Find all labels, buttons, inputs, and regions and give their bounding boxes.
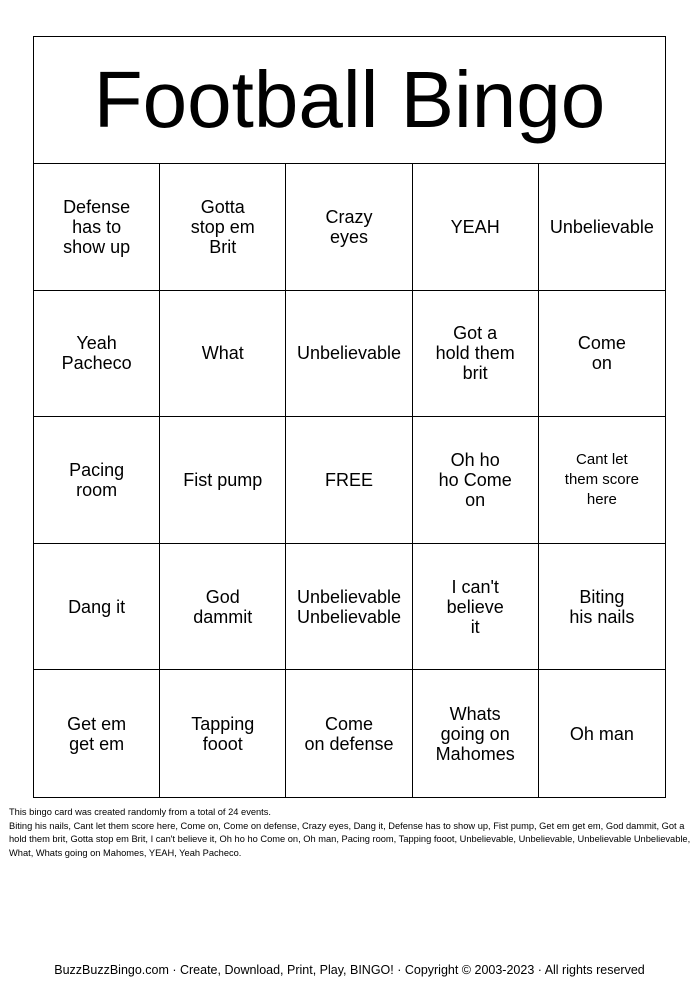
bingo-cell: Cant let them score here bbox=[539, 417, 665, 544]
bingo-cell: Got a hold them brit bbox=[413, 291, 539, 418]
bingo-cell: Oh ho ho Come on bbox=[413, 417, 539, 544]
bingo-cell: Get em get em bbox=[34, 670, 160, 797]
free-space-cell: FREE bbox=[286, 417, 412, 544]
bingo-cell: YEAH bbox=[413, 164, 539, 291]
note-intro: This bingo card was created randomly from a total of 24 events. bbox=[9, 807, 271, 817]
footer-copyright: BuzzBuzzBingo.com · Create, Download, Print, Play, BINGO! · Copyright © 2003-2023 · All rights reserved bbox=[54, 963, 645, 977]
bingo-cell: Gotta stop em Brit bbox=[160, 164, 286, 291]
bingo-cell: Dang it bbox=[34, 544, 160, 671]
bingo-cell: Yeah Pacheco bbox=[34, 291, 160, 418]
bingo-grid bbox=[34, 164, 665, 797]
bingo-cell: Crazy eyes bbox=[286, 164, 412, 291]
bingo-cell: Whats going on Mahomes bbox=[413, 670, 539, 797]
bingo-cell: Unbelievable Unbelievable bbox=[286, 544, 412, 671]
bingo-cell: Unbelievable bbox=[539, 164, 665, 291]
bingo-cell: Fist pump bbox=[160, 417, 286, 544]
bingo-cell: Pacing room bbox=[34, 417, 160, 544]
note-events: Biting his nails, Cant let them score here, Come on, Come on defense, Crazy eyes, Dang it, Defense has to show up, Fist pump, Get em get em, God dammit, Got a hold them brit, Gotta stop em Brit, I can't believe it, Oh ho ho Come on, Oh man, Pacing room, Tapping fooot, Unbelievable, Unbelievable, Unbelievable Unbelievable, What, Whats going on Mahomes, YEAH, Yeah Pacheco. bbox=[9, 820, 691, 858]
bingo-cell: Unbelievable bbox=[286, 291, 412, 418]
bingo-cell: What bbox=[160, 291, 286, 418]
event-list-note bbox=[9, 806, 691, 860]
bingo-cell: Defense has to show up bbox=[34, 164, 160, 291]
bingo-card bbox=[33, 36, 666, 798]
bingo-cell: God dammit bbox=[160, 544, 286, 671]
bingo-cell: Come on defense bbox=[286, 670, 412, 797]
bingo-cell: Come on bbox=[539, 291, 665, 418]
card-title: Football Bingo bbox=[34, 37, 665, 164]
bingo-cell: Biting his nails bbox=[539, 544, 665, 671]
bingo-cell: Tapping fooot bbox=[160, 670, 286, 797]
bingo-cell: I can't believe it bbox=[413, 544, 539, 671]
bingo-cell: Oh man bbox=[569, 723, 634, 744]
